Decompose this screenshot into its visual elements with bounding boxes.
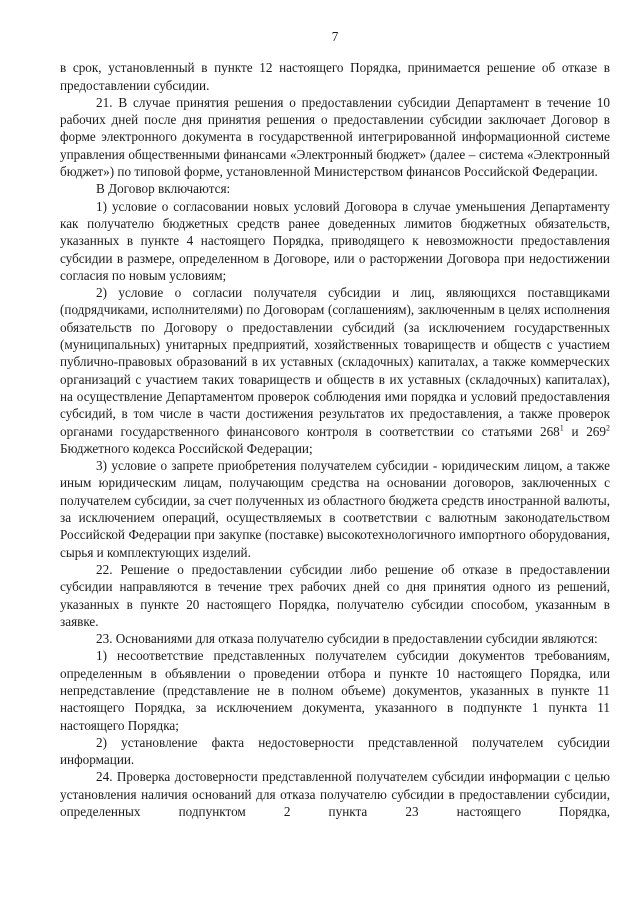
- page-number: 7: [331, 29, 339, 44]
- superscript-1: 1: [559, 423, 564, 433]
- paragraph-24: 24. Проверка достоверности представленной получателем субсидии информации с целью установления наличия оснований для отказа получателю субсидии в предоставлении субсидии, определенных подпунктом 2 пункта 23 настоящего Порядка,: [60, 769, 610, 820]
- paragraph-23-item-1: 1) несоответствие представленных получателем субсидии документов требованиям, определенным в объявлении о проведении отбора и пункте 10 настоящего Порядка, или непредставление (представление не в полном объеме) документов, указанных в пункте 11 настоящего Порядка, за исключением документа, указанного в подпункте 1 пункта 11 настоящего Порядка;: [60, 648, 610, 733]
- condition-2-text: 2) условие о согласии получателя субсидии и лиц, являющихся поставщиками (подрядчиками, исполнителями) по Договорам (соглашениям), заключенным в целях исполнения обязательств по Договору о предоставлении субсидий (за исключением государственных (муниципальных) унитарных предприятий, хозяйственных товариществ и обществ с участием публично-правовых образований в их уставных (складочных) капиталах, а также коммерческих организаций с участием таких товариществ и обществ в их уставных (складочных) капиталах), на осуществление Департаментом проверок соблюдения ими порядка и условий предоставления субсидий, в том числе в части достижения результатов их предоставления, а также проверок органами государственного финансового контроля в соответствии со статьями 268: [60, 285, 610, 439]
- condition-2-end: Бюджетного кодекса Российской Федерации;: [60, 440, 313, 456]
- paragraph-23-item-2: 2) установление факта недостоверности представленной получателем субсидии информации.: [60, 734, 610, 768]
- condition-2-mid: и 269: [563, 423, 606, 439]
- paragraph-23: 23. Основаниями для отказа получателю субсидии в предоставлении субсидии являются:: [96, 631, 598, 647]
- paragraph-continuation: в срок, установленный в пункте 12 настоящего Порядка, принимается решение об отказе в предоставлении субсидии.: [60, 60, 610, 93]
- paragraph-22: 22. Решение о предоставлении субсидии либо решение об отказе в предоставлении субсидии направляются в течение трех рабочих дней со дня принятия одного из решений, указанных в пункте 20 настоящего Порядка, получателю субсидии способом, указанным в заявке.: [60, 561, 610, 629]
- paragraph-contract-includes: В Договор включаются:: [96, 181, 231, 197]
- superscript-2: 2: [606, 423, 610, 433]
- document-page: [60, 28, 610, 820]
- paragraph-condition-2: [60, 284, 610, 457]
- paragraph-condition-1: 1) условие о согласовании новых условий Договора в случае уменьшения Департаменту как получателю бюджетных средств ранее доведенных лимитов бюджетных обязательств, указанных в пункте 4 настоящего Порядка, приводящего к невозможности предоставления субсидии в размере, определенном в Договоре, или о расторжении Договора при недостижении согласия по новым условиям;: [60, 198, 610, 283]
- paragraph-21: 21. В случае принятия решения о предоставлении субсидии Департамент в течение 10 рабочих дней после дня принятия решения о предоставлении субсидии заключает Договор в форме электронного документа в государственной интегрированной информационной системе управления общественными финансами «Электронный бюджет» (далее – система «Электронный бюджет») по типовой форме, установленной Министерством финансов Российской Федерации.: [60, 94, 610, 180]
- paragraph-condition-3: 3) условие о запрете приобретения получателем субсидии - юридическим лицом, а также иным юридическим лицам, получающим средства на основании договоров, заключенных с получателем субсидии, за счет полученных из областного бюджета средств иностранной валюты, за исключением операций, осуществляемых в соответствии с валютным законодательством Российской Федерации при закупке (поставке) высокотехнологичного импортного оборудования, сырья и комплектующих изделий.: [60, 458, 610, 560]
